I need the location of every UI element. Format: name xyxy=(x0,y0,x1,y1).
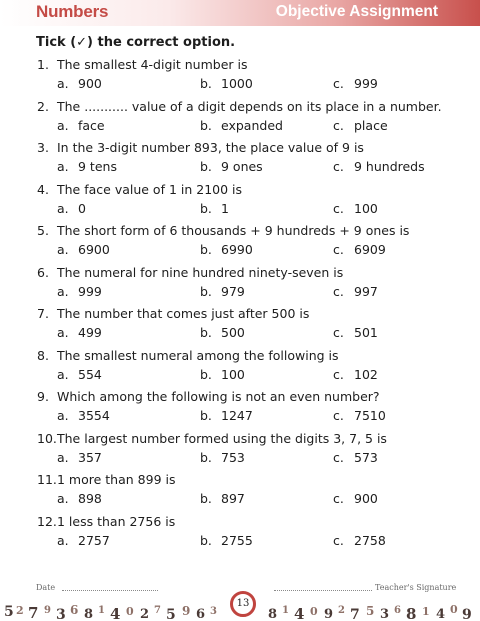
answer-option[interactable] xyxy=(200,367,245,382)
svg-text:7: 7 xyxy=(28,604,39,621)
answer-option[interactable] xyxy=(200,491,245,506)
svg-text:6: 6 xyxy=(196,607,206,621)
option-value: 501 xyxy=(354,325,378,340)
option-value: 500 xyxy=(221,325,245,340)
answer-option[interactable] xyxy=(57,533,110,548)
option-value: 1 xyxy=(221,200,229,216)
option-letter: b. xyxy=(200,200,212,216)
svg-text:9: 9 xyxy=(324,607,334,621)
question-text: The largest number formed using the digits 3, 7, 5 is xyxy=(57,430,387,446)
svg-text:1: 1 xyxy=(282,605,289,616)
answer-option[interactable] xyxy=(200,450,245,465)
svg-text:0: 0 xyxy=(310,605,318,618)
answer-option[interactable] xyxy=(200,159,263,174)
question-text: The numeral for nine hundred ninety-seven is xyxy=(57,264,344,280)
question-text: The smallest 4-digit number is xyxy=(57,57,248,72)
option-letter: a. xyxy=(57,242,69,257)
answer-option[interactable] xyxy=(333,325,378,340)
option-value: 7510 xyxy=(354,408,386,423)
option-letter: b. xyxy=(200,283,212,299)
svg-text:4: 4 xyxy=(110,605,121,621)
answer-option[interactable] xyxy=(333,201,378,216)
option-letter: a. xyxy=(57,159,69,174)
svg-text:3: 3 xyxy=(56,607,66,621)
option-value: 1000 xyxy=(221,76,253,91)
option-letter: b. xyxy=(200,408,212,423)
svg-text:5: 5 xyxy=(366,604,375,618)
option-letter: a. xyxy=(57,366,69,382)
svg-text:1: 1 xyxy=(422,605,430,618)
option-letter: c. xyxy=(333,449,344,465)
svg-text:6: 6 xyxy=(394,605,401,616)
option-value: 6900 xyxy=(78,242,110,257)
question-text: 1 more than 899 is xyxy=(57,472,176,487)
question-text: The face value of 1 in 2100 is xyxy=(57,181,243,197)
option-value: 898 xyxy=(78,491,102,506)
svg-text:4: 4 xyxy=(436,607,446,621)
option-value: 2757 xyxy=(78,532,110,548)
instruction-heading: Tick (✓) the correct option. xyxy=(36,35,236,50)
answer-option[interactable] xyxy=(57,367,102,382)
answer-option[interactable] xyxy=(333,76,378,91)
option-value: face xyxy=(78,117,105,133)
option-letter: a. xyxy=(57,76,69,91)
option-value: 554 xyxy=(78,366,102,382)
option-value: 900 xyxy=(354,491,378,506)
option-value: 499 xyxy=(78,325,102,340)
option-letter: b. xyxy=(200,532,212,548)
answer-option[interactable] xyxy=(57,118,105,133)
option-value: 999 xyxy=(78,283,102,299)
svg-text:3: 3 xyxy=(210,606,217,617)
answer-option[interactable] xyxy=(57,242,110,257)
option-letter: b. xyxy=(200,325,212,340)
answer-option[interactable] xyxy=(200,118,283,133)
signature-line xyxy=(274,590,372,591)
question-number: 7. xyxy=(37,306,49,321)
question-text: The number that comes just after 500 is xyxy=(57,306,310,321)
svg-text:2: 2 xyxy=(16,604,24,617)
option-value: 100 xyxy=(221,366,245,382)
answer-option[interactable] xyxy=(57,284,102,299)
option-letter: b. xyxy=(200,76,212,91)
option-letter: a. xyxy=(57,283,69,299)
option-letter: c. xyxy=(333,117,344,133)
assignment-title: Objective Assignment xyxy=(275,3,438,20)
question-number: 8. xyxy=(37,347,49,363)
question-number: 4. xyxy=(37,181,49,197)
answer-option[interactable] xyxy=(200,242,253,257)
answer-option[interactable] xyxy=(57,325,102,340)
answer-option[interactable] xyxy=(333,367,378,382)
option-value: 999 xyxy=(354,76,378,91)
question-number: 3. xyxy=(37,140,49,155)
option-letter: a. xyxy=(57,532,69,548)
answer-option[interactable] xyxy=(57,76,102,91)
option-letter: b. xyxy=(200,159,212,174)
question-text: The ........... value of a digit depends on its place in a number. xyxy=(57,98,442,114)
svg-text:4: 4 xyxy=(294,605,305,621)
svg-text:8: 8 xyxy=(406,605,417,621)
option-value: 979 xyxy=(221,283,245,299)
option-letter: a. xyxy=(57,200,69,216)
answer-option[interactable] xyxy=(333,159,425,174)
question-text: Which among the following is not an even number? xyxy=(57,389,380,404)
option-letter: b. xyxy=(200,117,212,133)
option-value: 6990 xyxy=(221,242,253,257)
answer-option[interactable] xyxy=(57,450,102,465)
option-value: 900 xyxy=(78,76,102,91)
svg-text:9: 9 xyxy=(44,605,51,616)
option-letter: a. xyxy=(57,491,69,506)
answer-option[interactable] xyxy=(57,201,86,216)
svg-text:9: 9 xyxy=(462,607,472,621)
option-value: expanded xyxy=(221,117,283,133)
svg-text:7: 7 xyxy=(154,605,161,616)
answer-option[interactable] xyxy=(57,159,117,174)
option-value: 9 tens xyxy=(78,159,117,174)
option-value: 753 xyxy=(221,449,245,465)
option-letter: b. xyxy=(200,491,212,506)
date-line xyxy=(62,590,158,591)
option-letter: b. xyxy=(200,242,212,257)
option-letter: c. xyxy=(333,491,344,506)
answer-option[interactable] xyxy=(333,118,388,133)
option-letter: a. xyxy=(57,449,69,465)
svg-text:6: 6 xyxy=(70,603,79,617)
option-letter: c. xyxy=(333,76,344,91)
question-text: 1 less than 2756 is xyxy=(57,513,176,529)
option-value: 100 xyxy=(354,200,378,216)
svg-text:5: 5 xyxy=(166,607,176,621)
option-value: 0 xyxy=(78,200,86,216)
page-number-badge: 13 xyxy=(230,591,256,617)
option-value: 9 ones xyxy=(221,159,263,174)
option-value: 997 xyxy=(354,283,378,299)
option-letter: c. xyxy=(333,325,344,340)
svg-text:3: 3 xyxy=(380,607,390,621)
answer-option[interactable] xyxy=(200,76,253,91)
answer-option[interactable] xyxy=(200,533,253,548)
svg-text:2: 2 xyxy=(140,607,150,621)
answer-option[interactable] xyxy=(333,284,378,299)
option-letter: b. xyxy=(200,449,212,465)
question-number: 12. xyxy=(37,513,57,529)
option-letter: b. xyxy=(200,366,212,382)
answer-option[interactable] xyxy=(200,408,253,423)
option-value: 357 xyxy=(78,449,102,465)
svg-text:9: 9 xyxy=(182,604,191,618)
question-number: 5. xyxy=(37,223,49,238)
answer-option[interactable] xyxy=(200,201,229,216)
svg-text:5: 5 xyxy=(4,604,14,620)
answer-option[interactable] xyxy=(333,491,378,506)
answer-option[interactable] xyxy=(333,408,386,423)
option-letter: c. xyxy=(333,159,344,174)
page-footer xyxy=(0,576,480,621)
option-value: 573 xyxy=(354,449,378,465)
option-letter: c. xyxy=(333,200,344,216)
option-value: 897 xyxy=(221,491,245,506)
question-text: The smallest numeral among the following is xyxy=(57,347,339,363)
signature-label: Teacher's Signature xyxy=(375,583,457,592)
answer-option[interactable] xyxy=(200,284,245,299)
svg-text:8: 8 xyxy=(268,607,278,621)
option-letter: c. xyxy=(333,366,344,382)
question-number: 11. xyxy=(37,472,57,487)
answer-option[interactable] xyxy=(200,325,245,340)
option-letter: c. xyxy=(333,242,344,257)
option-value: 2755 xyxy=(221,532,253,548)
option-value: 2758 xyxy=(354,532,386,548)
option-value: 1247 xyxy=(221,408,253,423)
question-text: The short form of 6 thousands + 9 hundreds + 9 ones is xyxy=(57,223,410,238)
option-letter: c. xyxy=(333,283,344,299)
option-letter: c. xyxy=(333,408,344,423)
answer-option[interactable] xyxy=(57,408,110,423)
svg-text:8: 8 xyxy=(84,607,94,621)
date-label: Date xyxy=(36,583,56,592)
option-value: 9 hundreds xyxy=(354,159,425,174)
question-number: 10. xyxy=(37,430,57,446)
option-value: place xyxy=(354,117,388,133)
svg-text:1: 1 xyxy=(98,605,105,616)
answer-option[interactable] xyxy=(333,450,378,465)
option-letter: a. xyxy=(57,325,69,340)
question-number: 2. xyxy=(37,98,49,114)
option-letter: a. xyxy=(57,408,69,423)
answer-option[interactable] xyxy=(57,491,102,506)
question-number: 9. xyxy=(37,389,49,404)
chapter-title: Numbers xyxy=(36,2,109,21)
option-value: 3554 xyxy=(78,408,110,423)
question-text: In the 3-digit number 893, the place value of 9 is xyxy=(57,140,364,155)
svg-text:0: 0 xyxy=(450,603,458,616)
answer-option[interactable] xyxy=(333,242,386,257)
svg-text:0: 0 xyxy=(126,605,134,618)
question-number: 1. xyxy=(37,57,49,72)
question-number: 6. xyxy=(37,264,49,280)
svg-text:7: 7 xyxy=(350,607,360,621)
option-value: 102 xyxy=(354,366,378,382)
page-header xyxy=(0,0,480,26)
option-value: 6909 xyxy=(354,242,386,257)
answer-option[interactable] xyxy=(333,533,386,548)
option-letter: a. xyxy=(57,117,69,133)
option-letter: c. xyxy=(333,532,344,548)
svg-text:2: 2 xyxy=(338,605,345,616)
